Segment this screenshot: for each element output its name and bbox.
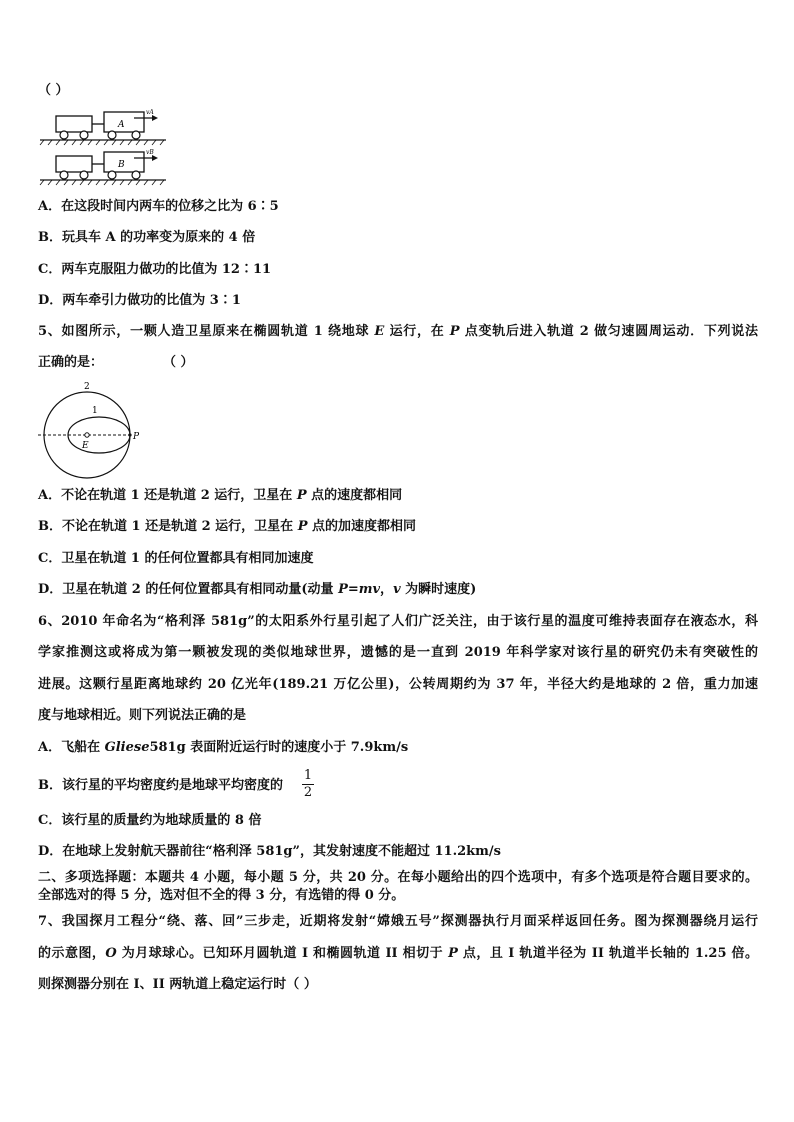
q5-option-a: A．不论在轨道 1 还是轨道 2 运行，卫星在 P 点的速度都相同 <box>38 488 403 503</box>
point-p <box>128 433 131 436</box>
q6-stem-line1: 6、2010 年命名为“格利泽 581g”的太阳系外行星引起了人们广泛关注，由于该行星的温度可维持表面存在液态水，科 <box>38 614 758 629</box>
q4-bracket: （ ） <box>38 83 69 98</box>
q7-stem-line2: 的示意图，O 为月球球心。已知环月圆轨道 I 和椭圆轨道 II 相切于 P 点，且 I 轨道半径为 II 轨道半长轴的 1.25 倍。 <box>38 946 758 961</box>
section-2-scoring: 全部选对的得 5 分，选对但不全的得 3 分，有选错的得 0 分。 <box>38 888 405 903</box>
svg-text:E: E <box>82 441 89 451</box>
earth-point <box>85 433 89 437</box>
velocity-b-label: vB <box>146 149 154 156</box>
fraction-one-half: 1 2 <box>303 768 313 800</box>
q6-option-d: D．在地球上发射航天器前往“格利泽 581g”，其发射速度不能超过 11.2km/s <box>38 844 501 859</box>
q4-option-d: D．两车牵引力做功的比值为 3∶1 <box>38 293 241 308</box>
section-2-heading: 二、多项选择题：本题共 4 小题，每小题 5 分，共 20 分。在每小题给出的四个选项中，有多个选项是符合题目要求的。 <box>38 870 758 885</box>
two-toy-cars-figure <box>38 108 168 186</box>
car-a-label: A <box>118 120 125 130</box>
q7-stem-line1: 7、我国探月工程分“绕、落、回”三步走，近期将发射“嫦娥五号”探测器执行月面采样返回任务。图为探测器绕月运行 <box>38 914 758 929</box>
velocity-a-label: vA <box>146 109 154 116</box>
car-pair-b <box>40 149 166 185</box>
q6-option-a: A．飞船在 Gliese581g 表面附近运行时的速度小于 7.9km/s <box>38 740 409 755</box>
q6-stem-line3: 进展。这颗行星距离地球约 20 亿光年(189.21 万亿公里)，公转周期约为 37 年，半径大约是地球的 2 倍，重力加速 <box>38 677 758 692</box>
q5-option-d: D．卫星在轨道 2 的任何位置都具有相同动量(动量 P=mv，v 为瞬时速度) <box>38 582 477 597</box>
q4-option-c: C．两车克服阻力做功的比值为 12∶11 <box>38 262 272 277</box>
q5-stem-line1: 5、如图所示，一颗人造卫星原来在椭圆轨道 1 绕地球 E 运行，在 P 点变轨后进入轨道 2 做匀速圆周运动．下列说法 <box>38 324 759 339</box>
q4-option-b: B．玩具车 A 的功率变为原来的 4 倍 <box>38 230 256 245</box>
car-b-label: B <box>118 160 125 170</box>
q5-stem-line2: 正确的是： （ ） <box>38 355 194 370</box>
q5-bracket: （ ） <box>163 355 194 370</box>
q7-stem-line3: 则探测器分别在 I、II 两轨道上稳定运行时（ ） <box>38 977 317 992</box>
q4-option-a: A．在这段时间内两车的位移之比为 6∶5 <box>38 199 279 214</box>
q5-option-c: C．卫星在轨道 1 的任何位置都具有相同加速度 <box>38 551 314 566</box>
q6-stem-line2: 学家推测这或将成为第一颗被发现的类似地球世界，遗憾的是一直到 2019 年科学家对该行星的研究仍未有突破性的 <box>38 645 758 660</box>
svg-text:2: 2 <box>84 382 90 392</box>
q6-option-b: B．该行星的平均密度约是地球平均密度的 1 2 <box>38 768 313 800</box>
satellite-orbit-figure <box>38 380 148 480</box>
q5-option-b: B．不论在轨道 1 还是轨道 2 运行，卫星在 P 点的加速度都相同 <box>38 519 417 534</box>
car-pair-a <box>40 109 166 145</box>
svg-text:P: P <box>133 432 140 442</box>
svg-text:1: 1 <box>92 406 98 416</box>
q6-stem-line4: 度与地球相近。则下列说法正确的是 <box>38 708 247 723</box>
q6-option-c: C．该行星的质量约为地球质量的 8 倍 <box>38 813 262 828</box>
